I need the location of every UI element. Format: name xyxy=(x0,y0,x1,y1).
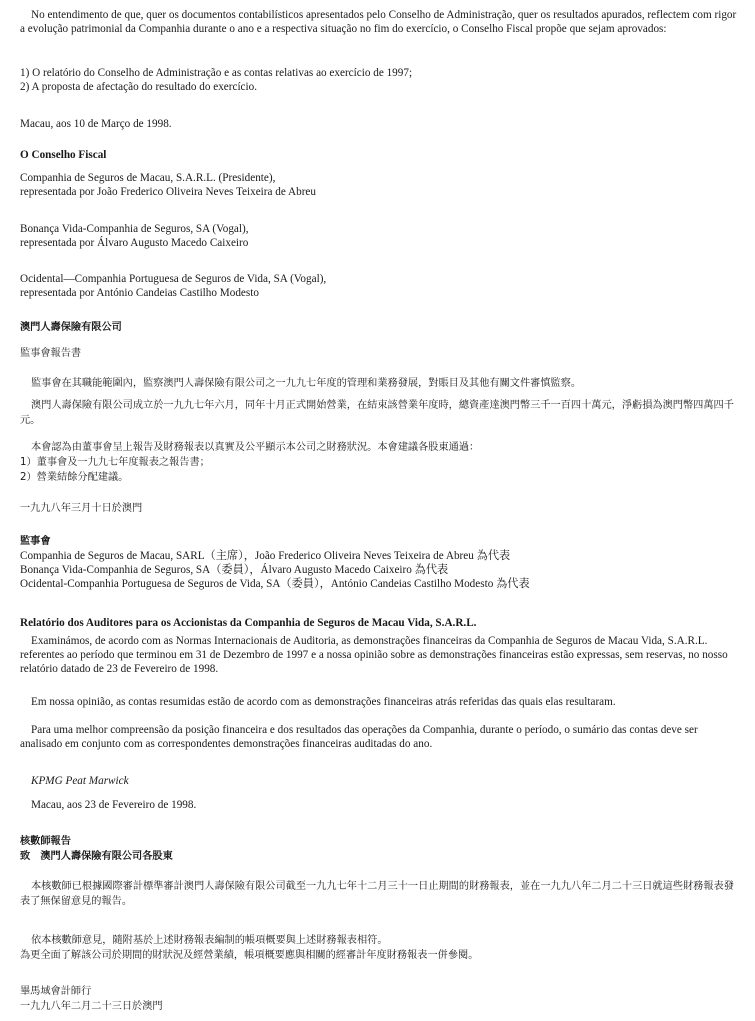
cn-item: 1）董事會及一九九七年度報表之報告書； xyxy=(20,457,210,468)
auditors-heading: Relatório dos Auditores para os Accionistas da Companhia de Seguros de Macau Vida, S.A.R.L. xyxy=(20,617,477,629)
auditors-paragraph: Para uma melhor compreensão da posição financeira e dos resultados das operações da Companhia, durante o período, o sumário das contas deve ser analisado em conjunto com as correspondentes demonstrações financeiras auditadas do ano. xyxy=(20,724,698,750)
cn-board-member: Bonança Vida-Companhia de Seguros, SA（委員），Álvaro Augusto Macedo Caixeiro 為代表 xyxy=(20,564,449,576)
approval-date: Macau, aos 10 de Março de 1998. xyxy=(20,118,172,130)
cn-auditors-heading: 核數師報告 致 澳門人壽保險有限公司各股東 xyxy=(20,836,173,862)
approval-intro: No entendimento de que, quer os documentos contabilísticos apresentados pelo Conselho de Administração, quer os resultados apurados, reflectem com rigor a evolução patrimonial da Companhia durante o ano e a respectiva situação no fim do exercício, o Conselho Fiscal propõe que sejam aprovados: xyxy=(20,9,737,35)
cn-report-title: 監事會報告書 xyxy=(20,348,82,359)
auditor-firm: KPMG Peat Marwick xyxy=(31,775,129,787)
cn-item: 2）營業結餘分配建議。 xyxy=(20,472,129,483)
cn-supervisory-paragraph: 澳門人壽保險有限公司成立於一九九七年六月，同年十月正式開始營業，在結束該營業年度時，總資產達澳門幣三千一百四十萬元，淨虧損為澳門幣四萬四千元。 xyxy=(20,400,734,426)
approval-item: 2) A proposta de afectação do resultado do exercício. xyxy=(20,81,258,93)
approval-items xyxy=(20,66,740,94)
cn-auditors-paragraph: 依本核數師意見，隨附基於上述財務報表編制的帳項概要與上述財務報表相符。 為更全面了解該公司於期間的財狀況及經營業績，帳項概要應與相關的經審計年度財務報表一併參閱。 xyxy=(20,935,479,961)
cn-auditors-paragraph: 本核數師已根據國際審計標準審計澳門人壽保險有限公司截至一九九七年十二月三十一日止期間的財務報表，並在一九九八年二月二十三日就這些財務報表發表了無保留意見的報告。 xyxy=(20,881,734,907)
fiscal-council-heading: O Conselho Fiscal xyxy=(20,149,107,161)
cn-board-member: Ocidental-Companhia Portuguesa de Seguros de Vida, SA（委員），António Candeias Castilho Modesto 為代表 xyxy=(20,578,530,590)
cn-board-member: Companhia de Seguros de Macau, SARL（主席），João Frederico Oliveira Neves Teixeira de Abreu 為代表 xyxy=(20,550,511,562)
fiscal-member: Companhia de Seguros de Macau, S.A.R.L. (Presidente), representada por João Frederico Oliveira Neves Teixeira de Abreu xyxy=(20,172,316,198)
cn-auditor-signature: 畢馬域會計師行 一九九八年二月二十三日於澳門 xyxy=(20,986,163,1012)
cn-supervisory-date: 一九九八年三月十日於澳門 xyxy=(20,503,143,514)
fiscal-member: Bonança Vida-Companhia de Seguros, SA (Vogal), representada por Álvaro Augusto Macedo Caixeiro xyxy=(20,223,249,249)
auditors-paragraph: Em nossa opinião, as contas resumidas estão de acordo com as demonstrações financeiras atrás referidas das quais elas resultaram. xyxy=(31,696,616,708)
auditors-date: Macau, aos 23 de Fevereiro de 1998. xyxy=(31,799,197,811)
cn-supervisory-paragraph: 本會認為由董事會呈上報告及財務報表以真實及公平顯示本公司之財務狀況。本會建議各股東通過： 1）董事會及一九九七年度報表之報告書； 2）營業結餘分配建議。 xyxy=(20,440,740,485)
cn-supervisory-paragraph: 監事會在其職能範圍內，監察澳門人壽保險有限公司之一九九七年度的管理和業務發展，對賬目及其他有關文件審慎監察。 xyxy=(31,378,582,389)
approval-item: 1) O relatório do Conselho de Administração e as contas relativas ao exercício de 1997; xyxy=(20,67,413,79)
cn-company-heading: 澳門人壽保險有限公司 xyxy=(20,322,122,333)
auditors-paragraph: Examinámos, de acordo com as Normas Internacionais de Auditoria, as demonstrações financeiras da Companhia de Seguros de Macau Vida, S.A.R.L. referentes ao período que terminou em 31 de Dezembro de 1997 e a nossa opinião sobre as demonstrações financeiras estão expressas, sem reservas, no nosso relatório datado de 23 de Fevereiro de 1998. xyxy=(20,635,728,675)
cn-board: 監事會 Companhia de Seguros de Macau, SARL（主席），João Frederico Oliveira Neves Teixeira de Abreu 為代表 Bonança Vida-Companhia de Seguros, SA（委員），Álvaro Augusto Macedo Caixeiro 為代表 Ocidental-Companhia Portuguesa de Seguros de Vida, SA（委員），António Candeias Castilho Modesto 為代表 xyxy=(20,534,740,591)
fiscal-member: Ocidental—Companhia Portuguesa de Seguros de Vida, SA (Vogal), representada por António Candeias Castilho Modesto xyxy=(20,273,327,299)
